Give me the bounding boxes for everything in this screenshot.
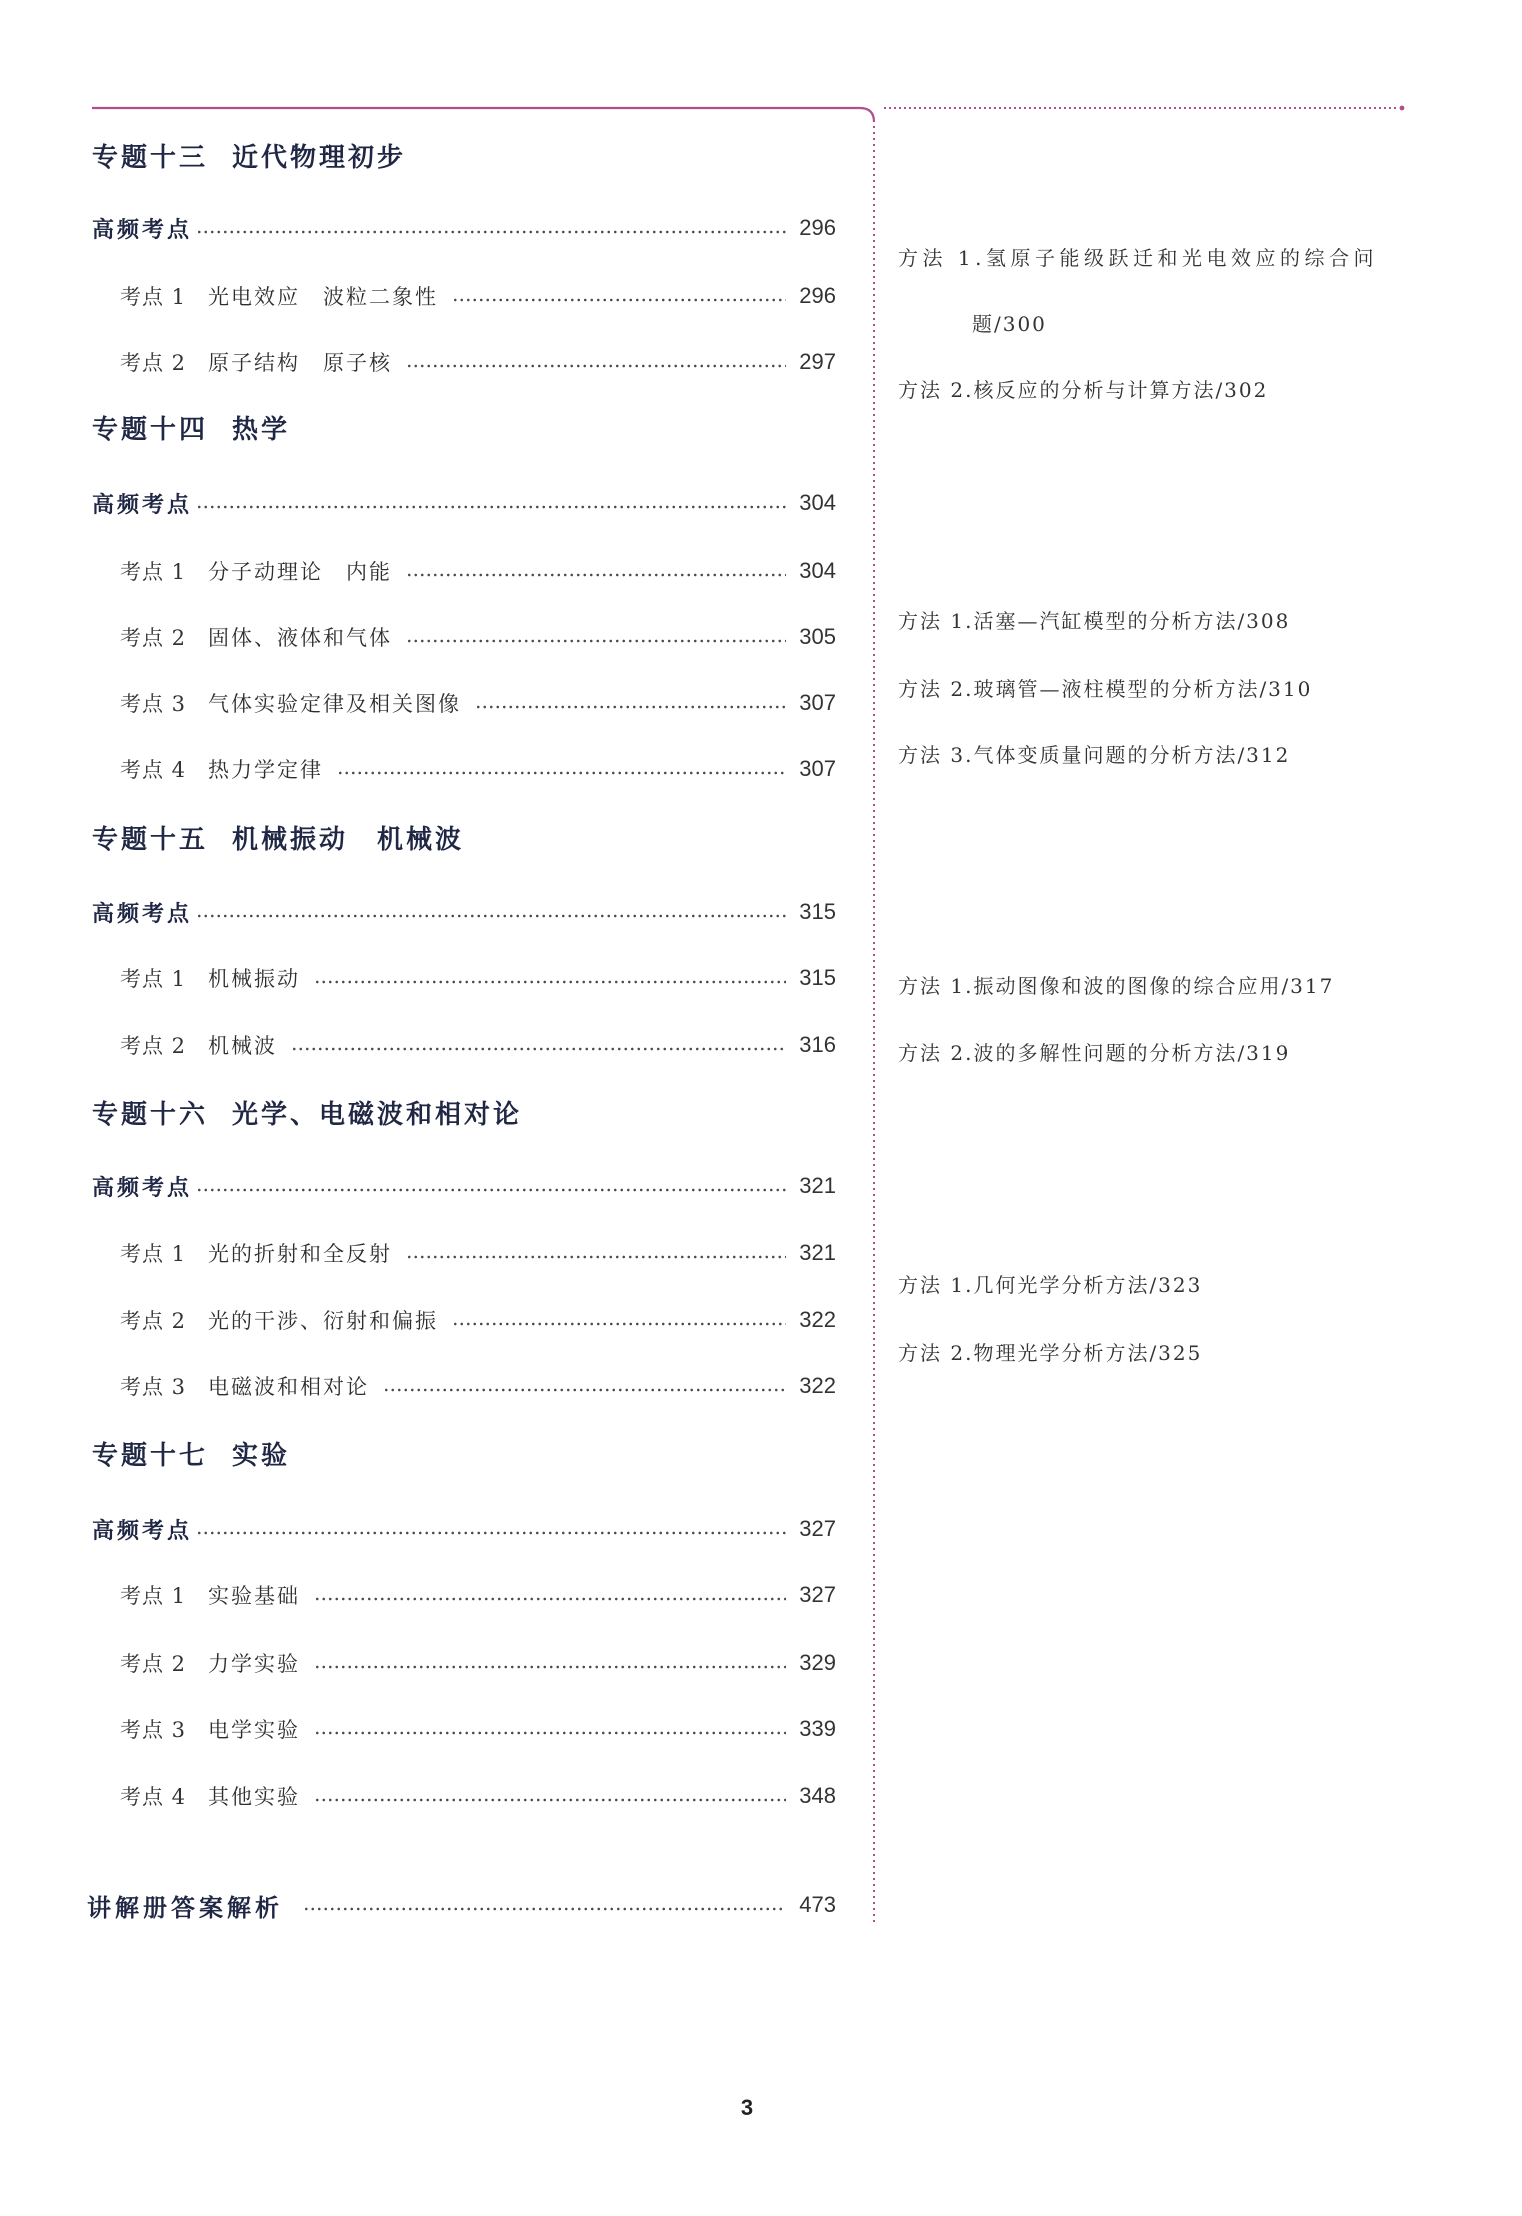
point-name: 固体、液体和气体 [208,626,393,650]
page-ref: 304 [799,490,836,515]
section-5-high-freq-row [92,1513,836,1545]
high-freq-label: 高频考点 [92,1518,193,1544]
section-5-title-number: 专题十七 [92,1441,209,1471]
section-3-title-number: 专题十五 [92,825,209,855]
point-name: 电学实验 [208,1718,301,1742]
section-4-point-2-row [120,1304,836,1336]
page-ref: 315 [799,965,836,990]
page-ref: 321 [799,1240,836,1265]
section-5-point-3-row [120,1713,836,1745]
dot-leader [406,1255,786,1259]
dot-leader [314,1731,786,1735]
dot-leader [452,298,786,302]
section-2-point-1-row [120,555,836,587]
section-1-title-name: 近代物理初步 [232,143,407,173]
point-label: 考点 1 [120,967,187,991]
section-3-title [92,820,464,860]
page-ref: 327 [799,1582,836,1607]
dot-leader [291,1047,786,1051]
page-ref: 296 [799,283,836,308]
section-1-title [92,138,406,178]
section-1-point-2-row [120,346,836,378]
dot-leader [406,639,786,643]
page-ref: 322 [799,1373,836,1398]
page-ref: 296 [799,215,836,240]
section-5-title [92,1436,290,1476]
dot-leader [383,1388,786,1392]
point-name: 实验基础 [208,1584,301,1608]
section-2-title-name: 热学 [232,415,291,445]
section-1-high-freq-row [92,212,836,244]
section-4-high-freq-row [92,1170,836,1202]
dot-leader [303,1907,786,1911]
dot-leader [196,1531,786,1535]
point-name: 分子动理论 内能 [208,560,393,584]
dot-leader [475,705,786,709]
page-ref: 329 [799,1650,836,1675]
section-2-point-2-row [120,621,836,653]
section-4-point-1-row [120,1237,836,1269]
section-3-method-2: 方法 2.波的多解性问题的分析方法/319 [898,1041,1291,1065]
section-5-title-name: 实验 [232,1441,291,1471]
point-name: 热力学定律 [208,758,324,782]
dot-leader [196,230,786,234]
high-freq-label: 高频考点 [92,492,193,518]
page-ref: 307 [799,756,836,781]
section-4-title [92,1095,522,1135]
answers-row [87,1887,836,1923]
page-ref: 316 [799,1032,836,1057]
page-ref: 297 [799,349,836,374]
point-label: 考点 1 [120,285,187,309]
high-freq-label: 高频考点 [92,1175,193,1201]
section-1-method-2: 方法 2.核反应的分析与计算方法/302 [898,378,1269,402]
dot-leader [314,980,786,984]
section-1-method-1-continuation: 题/300 [972,312,1047,336]
page-ref: 322 [799,1307,836,1332]
section-2-title-number: 专题十四 [92,415,209,445]
page-ref: 473 [799,1892,836,1917]
top-rule-end-dot [1400,106,1405,111]
section-5-point-1-row [120,1579,836,1611]
point-label: 考点 3 [120,1718,187,1742]
point-label: 考点 2 [120,626,187,650]
dot-leader [314,1798,786,1802]
dot-leader [452,1322,786,1326]
section-4-title-name: 光学、电磁波和相对论 [232,1100,523,1130]
section-3-title-name: 机械振动 机械波 [232,825,465,855]
answers-label: 讲解册答案解析 [87,1893,283,1922]
point-label: 考点 1 [120,560,187,584]
page-ref: 305 [799,624,836,649]
page-ref: 307 [799,690,836,715]
page-ref: 348 [799,1783,836,1808]
dot-leader [406,364,786,368]
high-freq-label: 高频考点 [92,901,193,927]
section-2-high-freq-row [92,487,836,519]
section-1-title-number: 专题十三 [92,143,209,173]
section-4-method-1: 方法 1.几何光学分析方法/323 [898,1273,1203,1297]
point-name: 机械波 [208,1034,278,1058]
section-2-title [92,410,290,450]
point-name: 力学实验 [208,1652,301,1676]
point-label: 考点 2 [120,351,187,375]
point-name: 其他实验 [208,1785,301,1809]
page-ref: 327 [799,1516,836,1541]
high-freq-label: 高频考点 [92,217,193,243]
point-label: 考点 2 [120,1309,187,1333]
point-name: 机械振动 [208,967,301,991]
dot-leader [196,1188,786,1192]
page-ref: 321 [799,1173,836,1198]
point-name: 电磁波和相对论 [208,1375,370,1399]
point-name: 光的干涉、衍射和偏振 [208,1309,439,1333]
page-ref: 315 [799,899,836,924]
point-label: 考点 2 [120,1652,187,1676]
dot-leader [196,505,786,509]
section-2-point-3-row [120,687,836,719]
dot-leader [314,1665,786,1669]
section-2-method-2: 方法 2.玻璃管—液柱模型的分析方法/310 [898,677,1313,701]
point-name: 光的折射和全反射 [208,1242,393,1266]
section-3-high-freq-row [92,896,836,928]
point-label: 考点 4 [120,758,187,782]
section-5-point-2-row [120,1647,836,1679]
section-1-method-1: 方法 1.氢原子能级跃迁和光电效应的综合问 [898,246,1378,270]
point-label: 考点 3 [120,692,187,716]
page-ref: 304 [799,558,836,583]
top-rule-left [92,108,874,122]
point-label: 考点 3 [120,1375,187,1399]
point-label: 考点 1 [120,1584,187,1608]
section-5-point-4-row [120,1780,836,1812]
section-1-point-1-row [120,280,836,312]
dot-leader [314,1597,786,1601]
point-name: 原子结构 原子核 [208,351,393,375]
page-ref: 339 [799,1716,836,1741]
point-label: 考点 4 [120,1785,187,1809]
section-2-method-1: 方法 1.活塞—汽缸模型的分析方法/308 [898,609,1291,633]
section-4-point-3-row [120,1370,836,1402]
section-2-method-3: 方法 3.气体变质量问题的分析方法/312 [898,743,1291,767]
section-3-method-1: 方法 1.振动图像和波的图像的综合应用/317 [898,974,1335,998]
dot-leader [406,573,786,577]
page-number: 3 [740,2095,754,2120]
section-4-title-number: 专题十六 [92,1100,209,1130]
section-3-point-1-row [120,962,836,994]
section-3-point-2-row [120,1029,836,1061]
point-label: 考点 2 [120,1034,187,1058]
dot-leader [337,771,786,775]
point-name: 光电效应 波粒二象性 [208,285,439,309]
point-label: 考点 1 [120,1242,187,1266]
section-2-point-4-row [120,753,836,785]
dot-leader [196,914,786,918]
section-4-method-2: 方法 2.物理光学分析方法/325 [898,1341,1203,1365]
point-name: 气体实验定律及相关图像 [208,692,462,716]
